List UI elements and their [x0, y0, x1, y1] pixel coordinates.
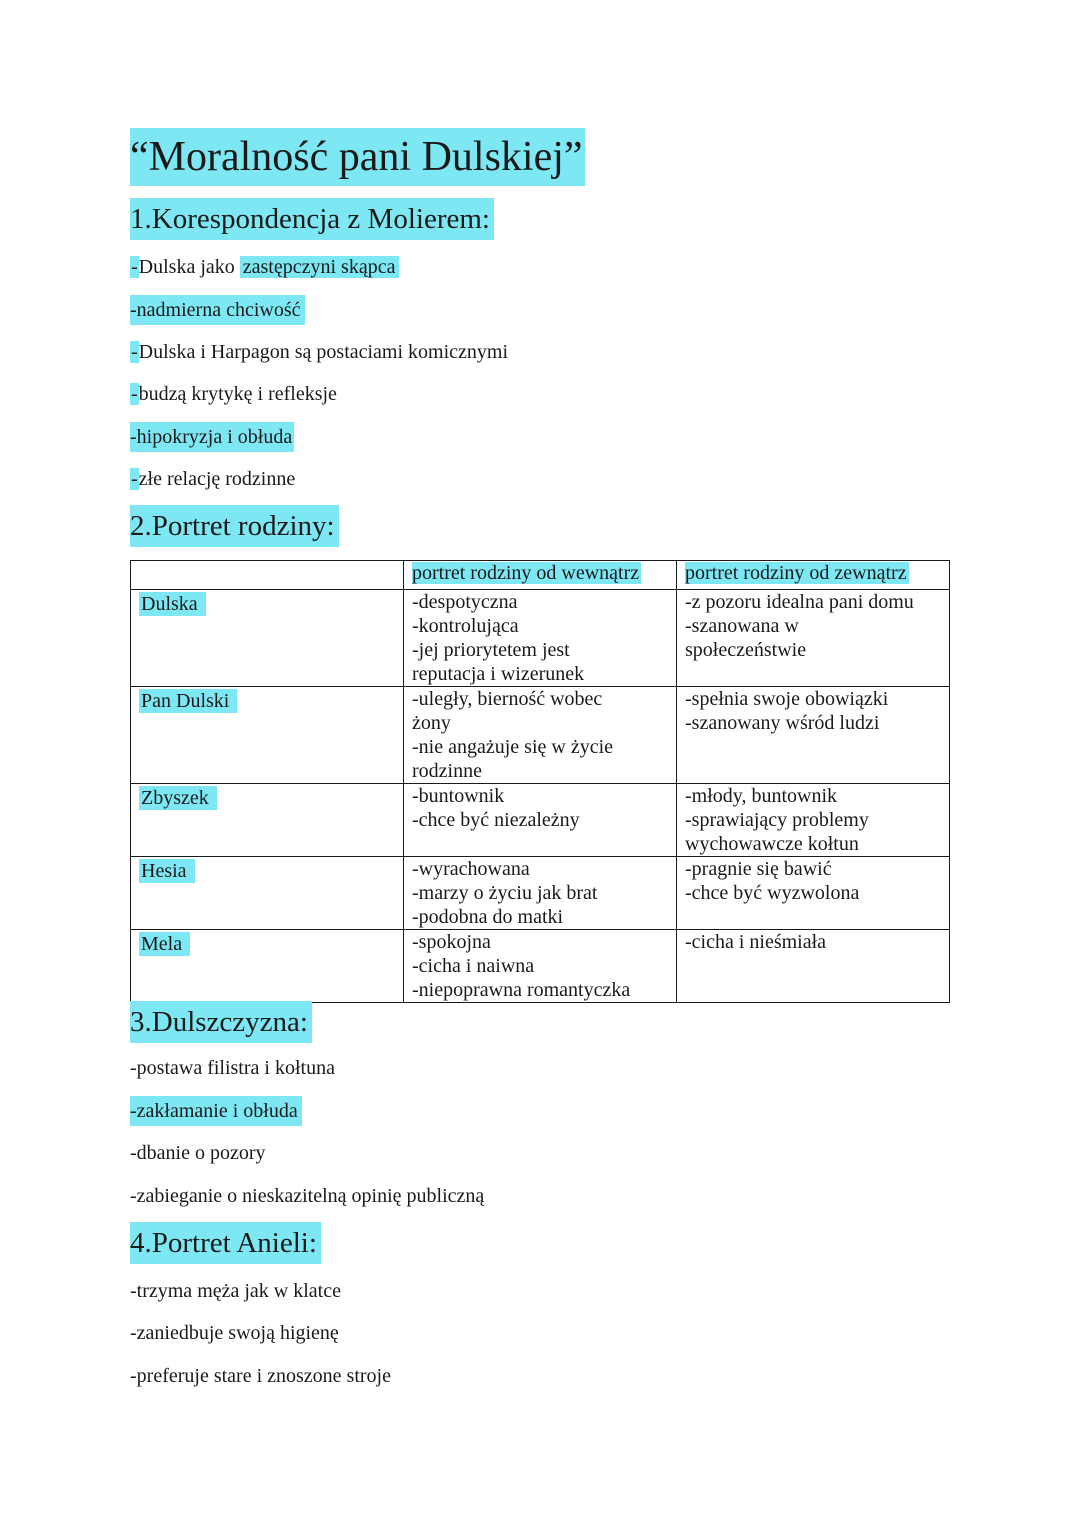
cell-line: -spełnia swoje obowiązki	[685, 688, 889, 710]
section-heading-dulszczyzna: 3.Dulszczyzna:	[130, 1001, 312, 1043]
list-item: -preferuje stare i znoszone stroje	[130, 1365, 391, 1387]
cell-line: -cicha i naiwna	[412, 955, 535, 977]
character-name: Pan Dulski	[139, 689, 237, 713]
cell-line: -z pozoru idealna pani domu	[685, 591, 914, 613]
table-row	[131, 930, 950, 1003]
cell-line: -pragnie się bawić	[685, 858, 832, 880]
family-portrait-table	[130, 560, 950, 1003]
list-item: -postawa filistra i kołtuna	[130, 1057, 335, 1079]
character-name: Zbyszek	[139, 786, 217, 810]
list-item: -złe relację rodzinne	[131, 468, 296, 490]
cell-line: -kontrolująca	[412, 615, 519, 637]
list-item: -budzą krytykę i refleksje	[131, 383, 337, 405]
cell-line: żony	[412, 712, 451, 734]
list-item: -Dulska i Harpagon są postaciami komicznymi	[131, 341, 509, 363]
table-header-row	[131, 561, 950, 590]
cell-line: rodzinne	[412, 760, 482, 782]
character-name: Hesia	[139, 859, 195, 883]
cell-line: -chce być wyzwolona	[685, 882, 860, 904]
section-heading-aniela: 4.Portret Anieli:	[130, 1222, 321, 1264]
cell-line: -uległy, bierność wobec	[412, 688, 603, 710]
cell-line: -marzy o życiu jak brat	[412, 882, 598, 904]
character-name: Dulska	[139, 592, 206, 616]
cell-line: -podobna do matki	[412, 906, 564, 928]
cell-line: -szanowana w	[685, 615, 799, 637]
cell-line: -spokojna	[412, 931, 491, 953]
cell-line: -młody, buntownik	[685, 785, 838, 807]
cell-line: -niepoprawna romantyczka	[412, 979, 631, 1001]
table-header-empty	[131, 561, 404, 590]
character-name: Mela	[139, 932, 190, 956]
table-header-outside: portret rodziny od zewnątrz	[677, 561, 950, 590]
cell-line: wychowawcze kołtun	[685, 833, 859, 855]
list-item: -zaniedbuje swoją higienę	[130, 1322, 339, 1344]
cell-line: -cicha i nieśmiała	[685, 931, 827, 953]
table-row	[131, 857, 950, 930]
table-header-inside: portret rodziny od wewnątrz	[404, 561, 677, 590]
list-item: -Dulska jako zastępczyni skąpca	[130, 252, 399, 282]
table-row	[131, 687, 950, 784]
document-title: “Moralność pani Dulskiej”	[130, 128, 585, 186]
list-item: -zakłamanie i obłuda	[130, 1096, 302, 1126]
list-item: -zabieganie o nieskazitelną opinię publiczną	[130, 1185, 485, 1207]
cell-line: -chce być niezależny	[412, 809, 580, 831]
cell-line: -nie angażuje się w życie	[412, 736, 614, 758]
cell-line: społeczeństwie	[685, 639, 807, 661]
cell-line: -szanowany wśród ludzi	[685, 712, 880, 734]
list-item: -hipokryzja i obłuda	[130, 422, 294, 452]
table-row	[131, 784, 950, 857]
section-heading-family: 2.Portret rodziny:	[130, 505, 339, 547]
cell-line: -despotyczna	[412, 591, 518, 613]
section-heading-molier: 1.Korespondencja z Molierem:	[130, 198, 494, 240]
cell-line: -jej priorytetem jest	[412, 639, 570, 661]
cell-line: reputacja i wizerunek	[412, 663, 585, 685]
cell-line: -buntownik	[412, 785, 505, 807]
cell-line: -sprawiający problemy	[685, 809, 869, 831]
cell-line: -wyrachowana	[412, 858, 530, 880]
list-item: -trzyma męża jak w klatce	[130, 1280, 341, 1302]
list-item: -dbanie o pozory	[130, 1142, 266, 1164]
table-row	[131, 590, 950, 687]
list-item: -nadmierna chciwość	[130, 295, 305, 325]
